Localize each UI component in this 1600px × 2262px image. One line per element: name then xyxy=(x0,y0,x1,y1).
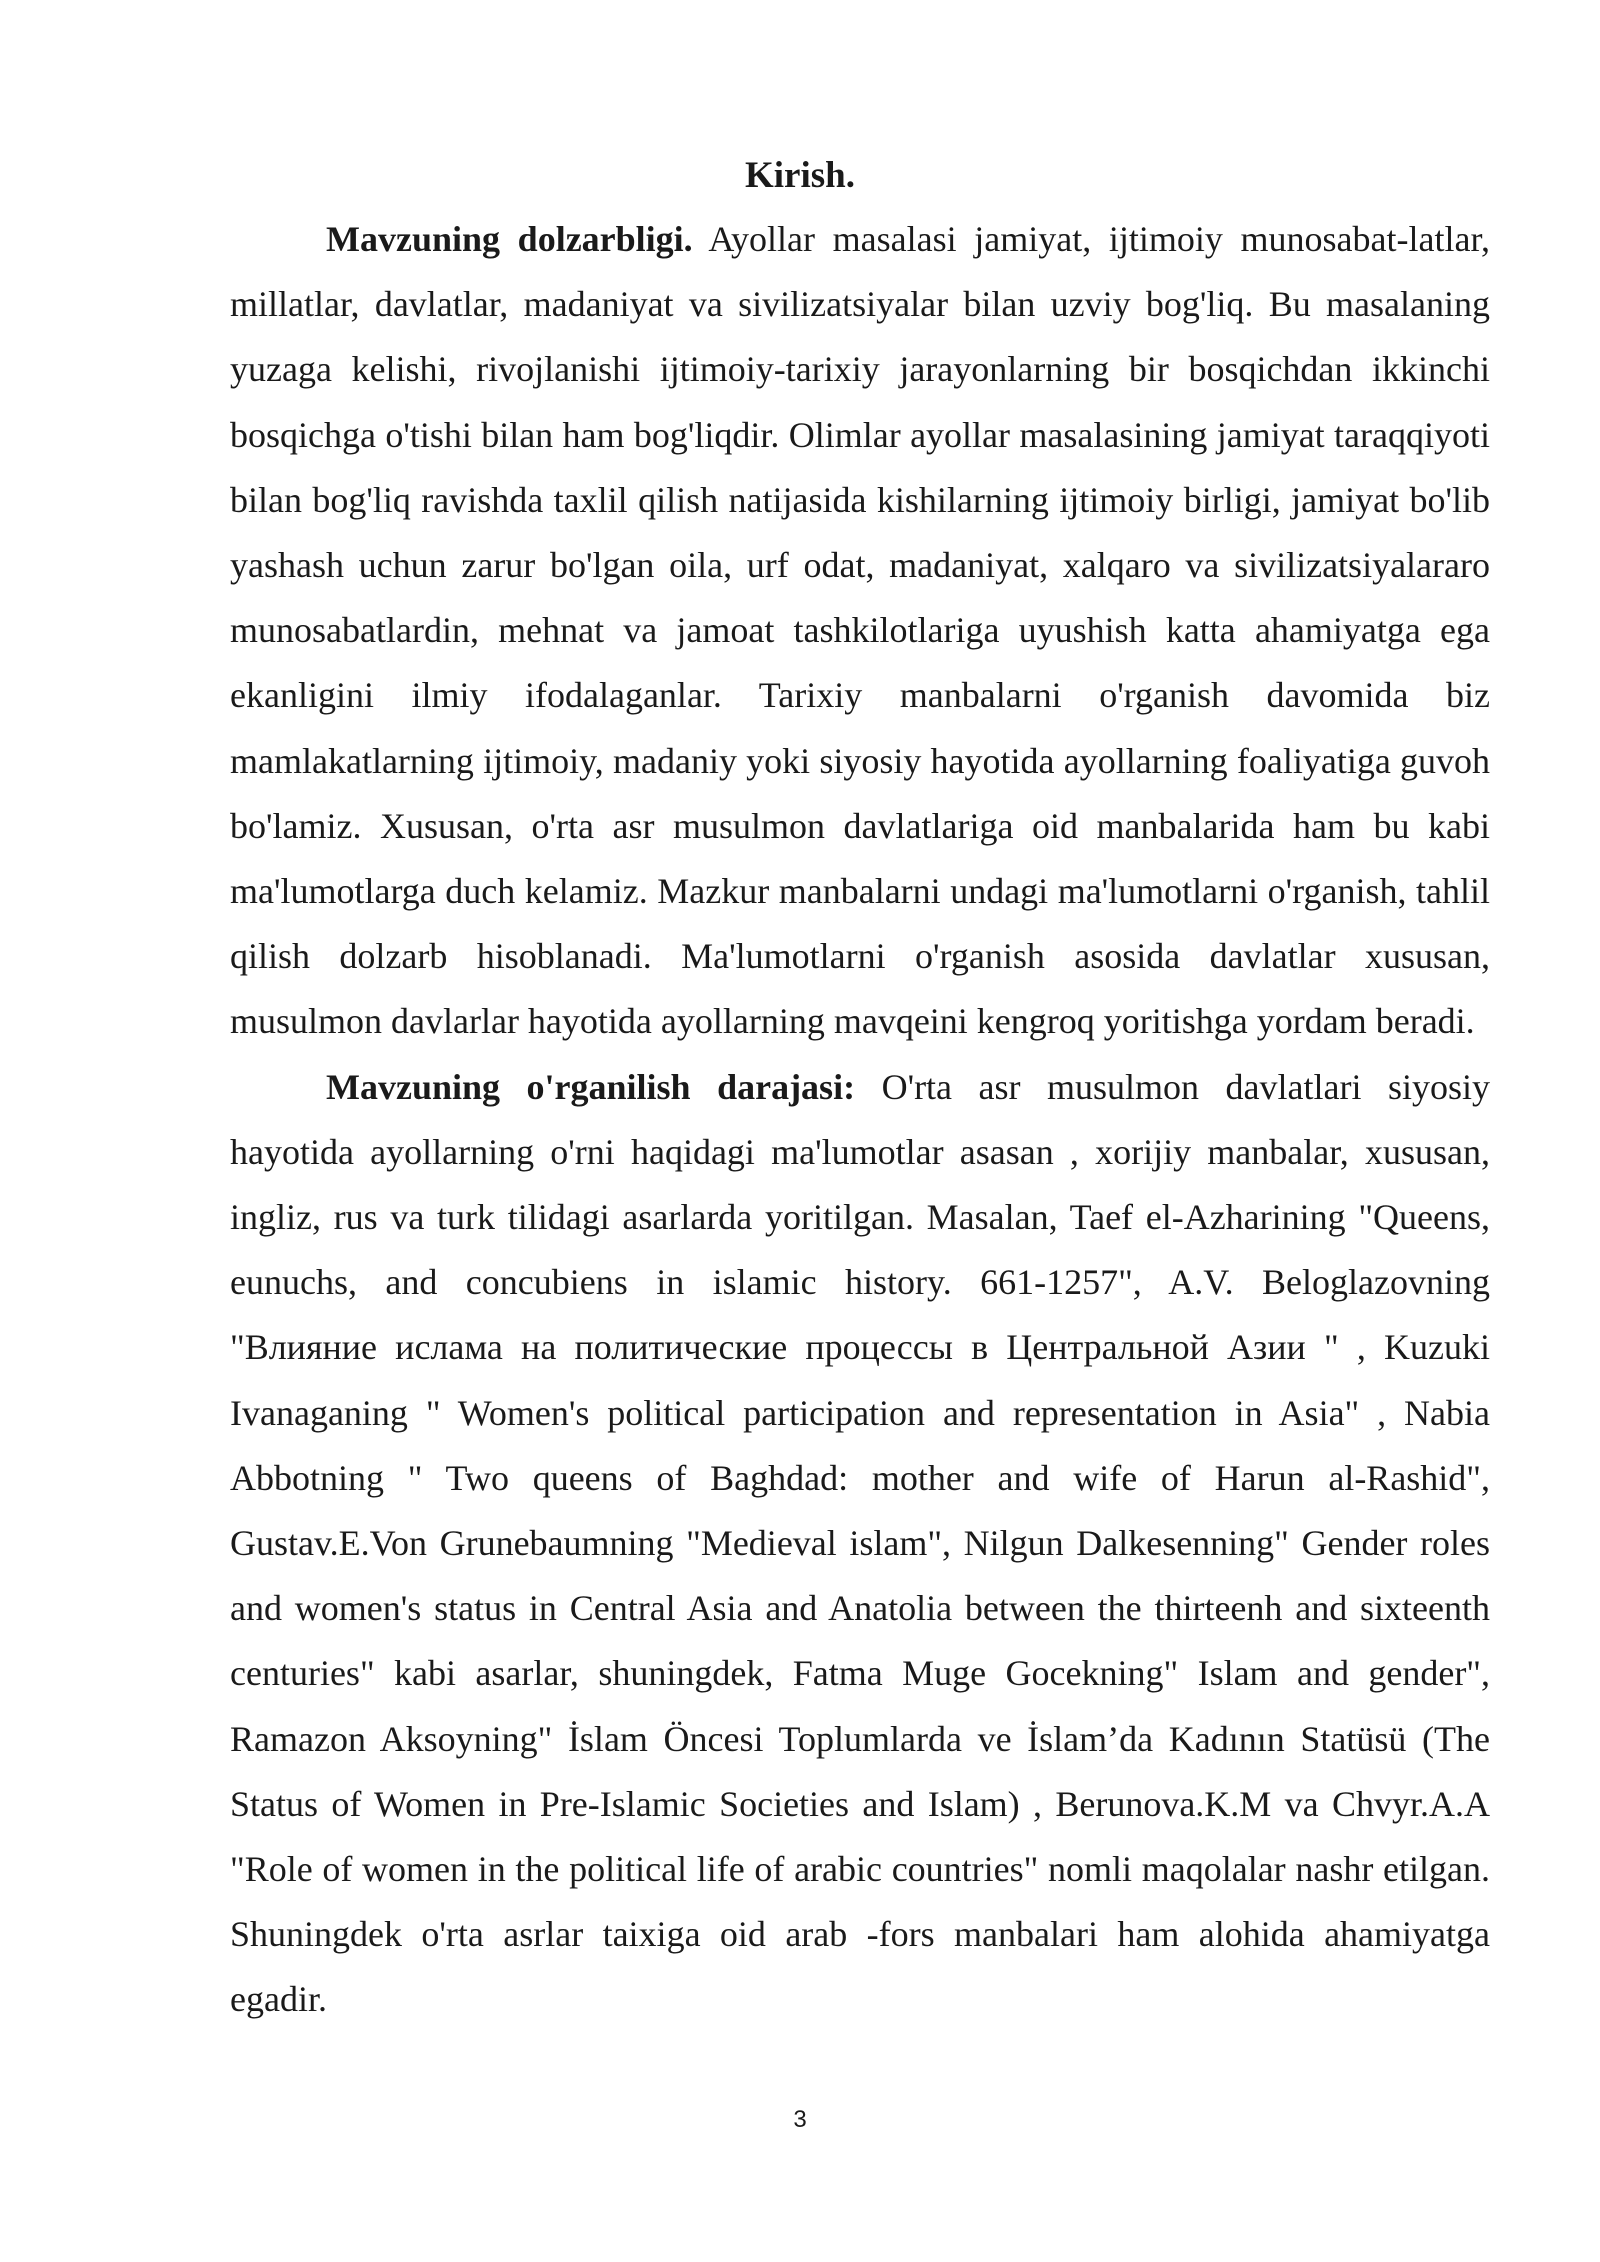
page-number: 3 xyxy=(793,2106,807,2133)
paragraph-study-level xyxy=(230,1055,1490,2033)
paragraph-heading: Mavzuning o'rganilish darajasi: xyxy=(326,1066,856,1107)
paragraph-relevance xyxy=(230,207,1490,1055)
paragraph-heading: Mavzuning dolzarbligi. xyxy=(326,219,693,259)
section-title: Kirish. xyxy=(745,155,855,196)
paragraph-text: Ayollar masalasi jamiyat, ijtimoiy munosabat-latlar, millatlar, davlatlar, madaniyat va sivilizatsiyalar bilan uzviy bog'liq. Bu masalaning yuzaga kelishi, rivojlanishi ijtimoiy-tarixiy jarayonlarning bir bosqichdan ikkinchi bosqichga o'tishi bilan ham bog'liqdir. Olimlar ayollar masalasining jamiyat taraqqiyoti bilan bog'liq ravishda taxlil qilish natijasida kishilarning ijtimoiy birligi, jamiyat bo'lib yashash uchun zarur bo'lgan oila, urf odat, madaniyat, xalqaro va sivilizatsiyalararo munosabatlardin, mehnat va jamoat tashkilotlariga uyushish katta ahamiyatga ega ekanligini ilmiy ifodalaganlar. Tarixiy manbalarni o'rganish davomida biz mamlakatlarning ijtimoiy, madaniy yoki siyosiy hayotida ayollarning foaliyatiga guvoh bo'lamiz. Xususan, o'rta asr musulmon davlatlariga oid manbalarida ham bu kabi ma'lumotlarga duch kelamiz. Mazkur manbalarni undagi ma'lumotlarni o'rganish, tahlil qilish dolzarb hisoblanadi. Ma'lumotlarni o'rganish asosida davlatlar xususan, musulmon davlarlar hayotida ayollarning mavqeini kengroq yoritishga yordam beradi. xyxy=(230,219,1491,1042)
document-body xyxy=(230,207,1490,2033)
paragraph-text: O'rta asr musulmon davlatlari siyosiy hayotida ayollarning o'rni haqidagi ma'lumotlar asasan , xorijiy manbalar, xususan, ingliz, rus va turk tilidagi asarlarda yoritilgan. Masalan, Taef el-Azharining "Queens, eunuchs, and concubiens in islamic history. 661-1257", A.V. Beloglazovning "Влияние ислама на политические процессы в Центральной Азии " , Kuzuki Ivanaganing " Women's political participation and representation in Asia" , Nabia Abbotning " Two queens of Baghdad: mother and wife of Harun al-Rashid", Gustav.E.Von Grunebaumning "Medieval islam", Nilgun Dalkesenning" Gender roles and women's status in Central Asia and Anatolia between the thirteenh and sixteenth centuries" kabi asarlar, shuningdek, Fatma Muge Gocekning" Islam and gender", Ramazon Aksoyning" İslam Öncesi Toplumlarda ve İslam’da Kadının Statüsü (The Status of Women in Pre-Islamic Societies and Islam) , Berunova.K.M va Chvyr.A.A "Role of women in the political life of arabic countries" nomli maqolalar nashr etilgan. Shuningdek o'rta asrlar taixiga oid arab -fors manbalari ham alohida ahamiyatga egadir. xyxy=(230,1066,1490,2020)
